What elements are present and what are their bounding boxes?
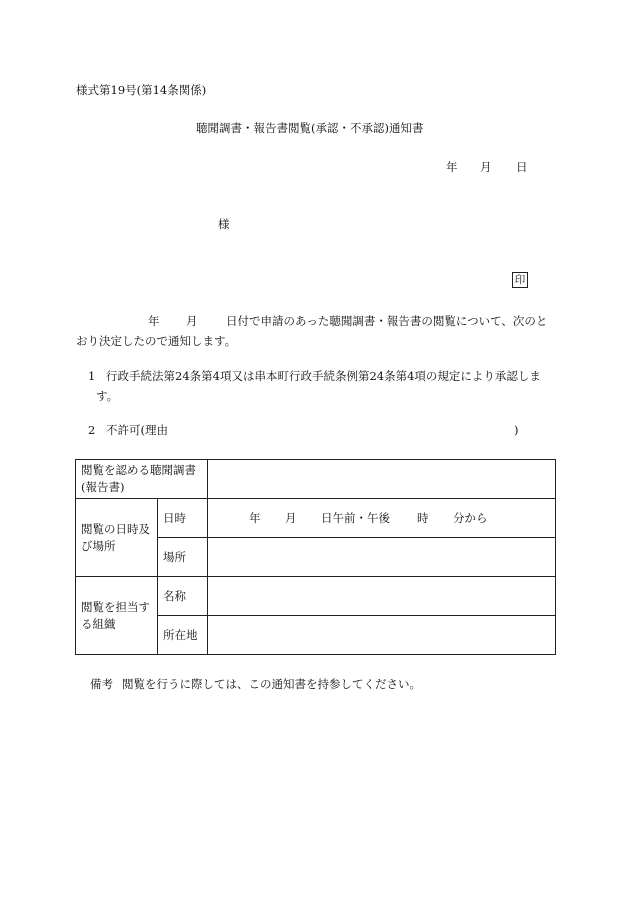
table-row [76, 577, 556, 616]
schedule-day: 日午前・午後 [321, 510, 391, 525]
reason-close-paren: ) [514, 423, 519, 437]
document-label-cell: 閲覧を認める聴聞調書(報告書) [76, 460, 208, 499]
remark-label: 備考 [90, 677, 113, 691]
table-row [76, 460, 556, 499]
item-approval-continuation: す。 [96, 389, 119, 403]
schedule-hour: 時 [417, 510, 429, 525]
item-number: 1 [88, 369, 96, 383]
remark [90, 678, 421, 692]
item-approval-text: 行政手続法第24条第4項又は串本町行政手続条例第24条第4項の規定により承認しま [106, 369, 541, 383]
remark-text: 閲覧を行うに際しては、この通知書を持参してください。 [122, 677, 421, 691]
seal-mark: 印 [512, 272, 528, 288]
place-label: 場所 [158, 538, 208, 577]
date-line [446, 161, 528, 175]
address-label: 所在地 [158, 616, 208, 655]
datetime-label: 日時 [158, 499, 208, 538]
place-value-cell [208, 538, 556, 577]
organization-label: 閲覧を担当する組織 [76, 577, 158, 655]
form-number: 様式第19号(第14条関係) [76, 83, 207, 97]
date-day: 日 [516, 160, 528, 174]
document-title: 聴聞調書・報告書閲覧(承認・不承認)通知書 [196, 121, 424, 135]
schedule-year: 年 [249, 510, 261, 525]
address-value-cell [208, 616, 556, 655]
name-label: 名称 [158, 577, 208, 616]
intro-year: 年 [148, 314, 160, 328]
item-rejection [88, 423, 519, 438]
item-number: 2 [88, 423, 96, 437]
date-year: 年 [446, 160, 458, 174]
schedule-month: 月 [285, 510, 297, 525]
schedule-value-cell [208, 499, 556, 538]
item-rejection-text: 不許可(理由 [106, 423, 168, 437]
inspection-details-table [75, 459, 556, 655]
notice-paragraph [76, 311, 558, 351]
intro-month: 月 [186, 314, 198, 328]
addressee-suffix: 様 [218, 217, 230, 231]
datetime-place-label: 閲覧の日時及び場所 [76, 499, 158, 577]
table-row [76, 499, 556, 538]
date-month: 月 [480, 160, 492, 174]
name-value-cell [208, 577, 556, 616]
document-value-cell [208, 460, 556, 499]
item-approval [88, 366, 558, 406]
intro-text: 日付で申請のあった聴聞調書・報告書の閲覧について、次のとおり決定したので通知します。 [76, 314, 548, 348]
schedule-minute: 分から [453, 510, 488, 525]
